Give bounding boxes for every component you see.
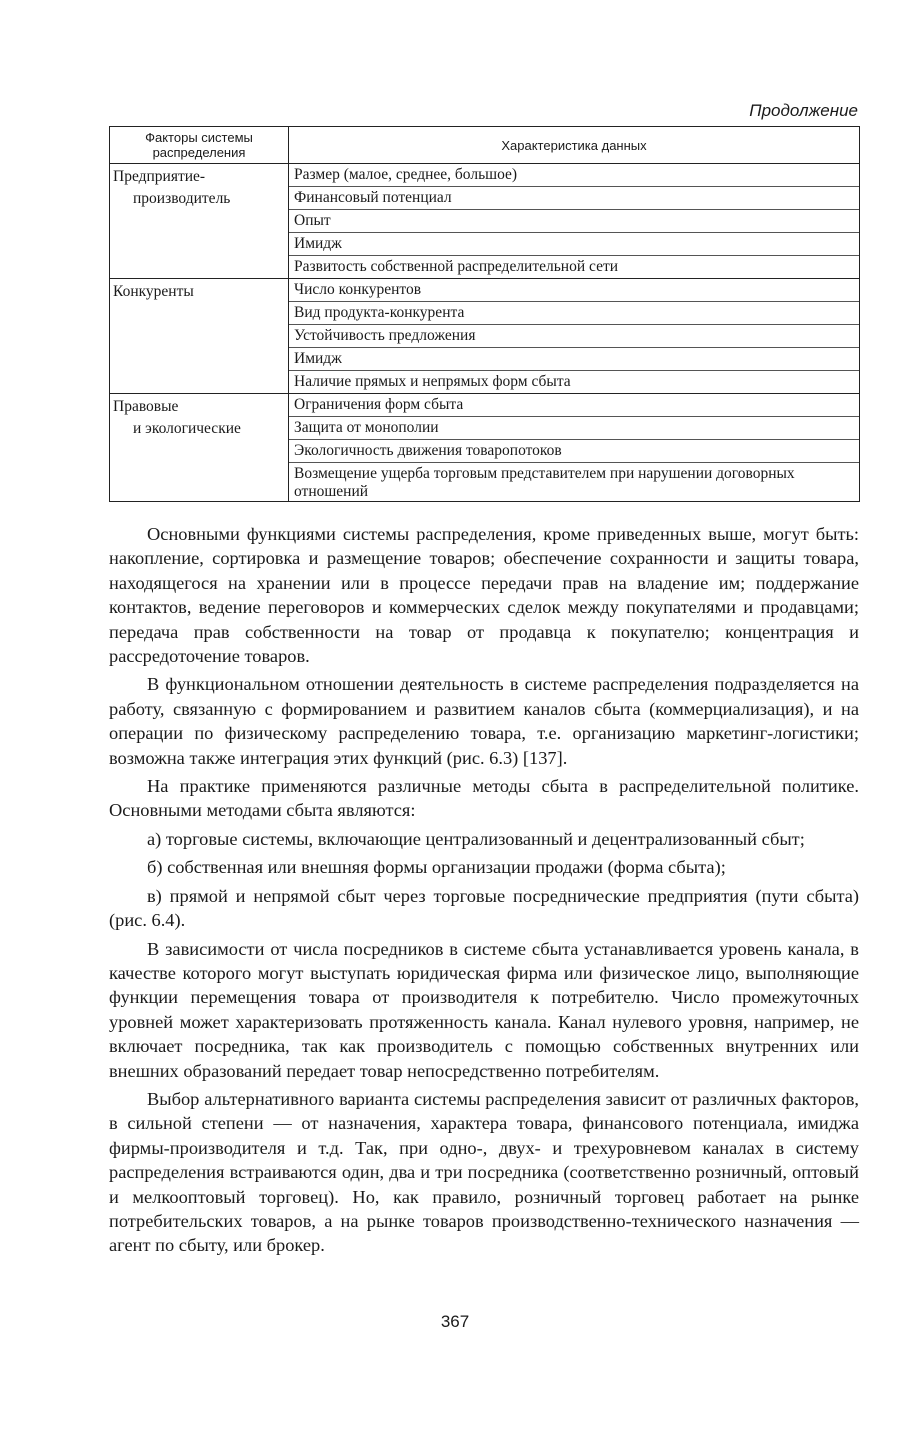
table-row [110,164,860,279]
continuation-label: Продолжение [749,101,858,120]
paragraph: В зависимости от числа посредников в системе сбыта устанавливается уровень канала, в качестве которого могут выступать юридическая фирма или физическое лицо, выполняющие функции перемещения товара от производителя к потребителю. Число промежуточных уровней может характеризовать протяженность канала. Канал нулевого уровня, например, не включает посредника, так как производитель с помощью собственных внутренних или внешних образований передает товар непосредственно потребителям. [109,938,859,1081]
table-header-row [110,127,860,164]
list-item-b: б) собственная или внешняя формы организации продажи (форма сбыта); [147,857,726,878]
table-row [110,279,860,394]
list-item-a: а) торговые системы, включающие централизованный и децентрализованный сбыт; [147,828,805,849]
characteristic-item: Число конкурентов [289,279,859,302]
characteristic-item: Ограничения форм сбыта [289,394,859,417]
characteristic-item: Вид продукта-конкурента [289,302,859,325]
characteristic-item: Наличие прямых и непрямых форм сбыта [294,373,571,390]
paragraph: Основными функциями системы распределения, кроме приведенных выше, могут быть: накопление, сортировка и размещение товаров; обеспечение сохранности и защиты товара, находящегося на хранении или в процессе передачи прав на владение им; поддержание контактов, ведение переговоров и коммерческих сделок между покупателями и продавцами; передача прав собственности на товар от продавца к покупателю; концентрация и рассредоточение товаров. [109,524,859,667]
factor-cell [110,279,289,394]
characteristics-cell [289,164,860,279]
characteristic-item: Развитость собственной распределительной сети [294,258,619,275]
characteristic-item: Устойчивость предложения [289,325,859,348]
characteristic-item: Имидж [289,233,859,256]
body-text [109,522,859,1262]
characteristic-item: Размер (малое, среднее, большое) [289,164,859,187]
characteristics-cell [289,279,860,394]
factor-label-continued: и экологические [133,420,241,437]
table-row [110,394,860,502]
characteristic-item: Защита от монополии [289,417,859,440]
factor-label: Конкуренты [113,283,194,300]
characteristic-item: Имидж [289,348,859,371]
page-number: 367 [440,1312,470,1331]
distribution-factors-table [109,126,860,502]
factor-cell [110,164,289,279]
paragraph: Выбор альтернативного варианта системы распределения зависит от различных факторов, в сильной степени — от назначения, характера товара, финансового потенциала, имиджа фирмы-производителя и т.д. Так, при одно-, двух- и трехуровневом каналах в систему распределения встраиваются один, два и три посредника (соответственно розничный, оптовый и мелкооптовый торговец). Но, как правило, розничный торговец работает на рынке потребительских товаров, а на рынке товаров производственно-технического назначения — агент по сбыту, или брокер. [109,1088,859,1256]
factor-label: Правовые [113,398,179,415]
list-item-c: в) прямой и непрямой сбыт через торговые посреднические предприятия (пути сбыта) (рис. 6.4). [109,885,859,931]
characteristic-item: Опыт [289,210,859,233]
factor-label: Предприятие- [113,168,206,185]
paragraph: В функциональном отношении деятельность в системе распределения подразделяется на работу, связанную с формированием и развитием каналов сбыта (коммерциализация), и на операции по физическому распределению товара, т.е. организацию маркетинг-логистики; возможна также интеграция этих функций (рис. 6.3) [137]. [109,674,859,768]
factor-cell [110,394,289,502]
column-header-factors: Факторы системы распределения [110,127,289,164]
factor-label-continued: производитель [133,190,231,207]
characteristic-item: Возмещение ущерба торговым представителем при нарушении договорных отношений [294,465,795,500]
column-header-characteristics: Характеристика данных [289,127,860,164]
characteristics-cell [289,394,860,502]
characteristic-item: Финансовый потенциал [289,187,859,210]
paragraph: На практике применяются различные методы сбыта в распределительной политике. Основными методами сбыта являются: [109,776,859,821]
characteristic-item: Экологичность движения товаропотоков [289,440,859,463]
